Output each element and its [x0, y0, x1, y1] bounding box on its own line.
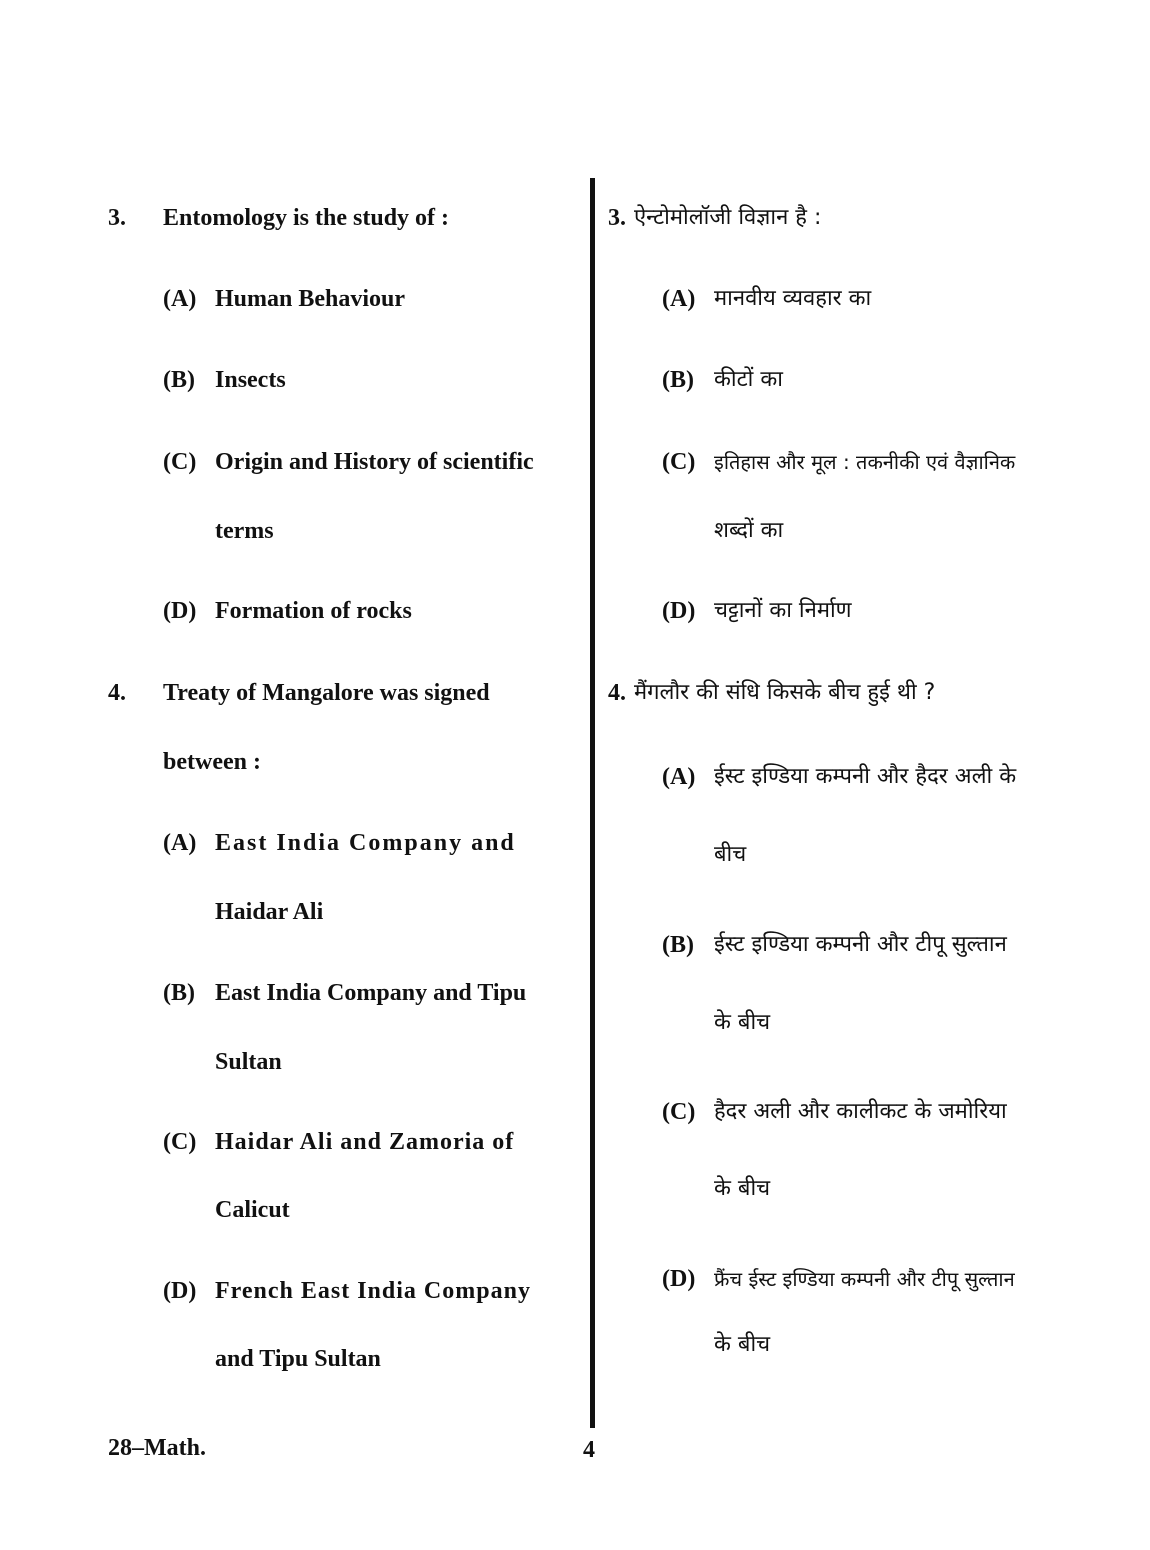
option-label: (B)	[662, 932, 694, 958]
option-text: Insects	[215, 367, 286, 393]
option-text: East India Company and	[215, 830, 516, 856]
option-text-continued: के बीच	[714, 1332, 771, 1357]
option-label: (A)	[163, 830, 197, 856]
option-text: इतिहास और मूल : तकनीकी एवं वैज्ञानिक	[714, 450, 1016, 474]
option-text: Human Behaviour	[215, 286, 406, 312]
column-divider	[590, 178, 595, 1428]
question-number: 3.	[108, 205, 126, 231]
option-text-continued: Haidar Ali	[215, 899, 324, 925]
question-text: ऐन्टोमोलॉजी विज्ञान है :	[634, 205, 822, 230]
option-text-continued: terms	[215, 518, 274, 544]
option-text-continued: and Tipu Sultan	[215, 1346, 381, 1372]
option-text-continued: शब्दों का	[714, 518, 784, 543]
option-text: French East India Company	[215, 1278, 531, 1304]
option-text: ईस्ट इण्डिया कम्पनी और हैदर अली के	[714, 764, 1017, 789]
option-label: (C)	[163, 1129, 197, 1155]
question-text: Treaty of Mangalore was signed	[163, 680, 490, 706]
hindi-column	[598, 0, 1150, 1550]
option-text: मानवीय व्यवहार का	[714, 286, 872, 311]
option-text-continued: बीच	[714, 842, 747, 867]
question-text: मैंगलौर की संधि किसके बीच हुई थी ?	[634, 680, 936, 705]
option-text: फ्रैंच ईस्ट इण्डिया कम्पनी और टीपू सुल्तान	[714, 1267, 1015, 1291]
option-text: Origin and History of scientific	[215, 449, 534, 475]
option-label: (B)	[662, 367, 694, 393]
option-label: (D)	[662, 598, 696, 624]
option-label: (B)	[163, 980, 195, 1006]
option-text: कीटों का	[714, 367, 783, 392]
option-text-continued: Sultan	[215, 1049, 282, 1075]
option-text: हैदर अली और कालीकट के जमोरिया	[714, 1099, 1007, 1124]
option-text-continued: Calicut	[215, 1197, 290, 1223]
option-label: (C)	[662, 449, 696, 475]
option-text: Haidar Ali and Zamoria of	[215, 1129, 515, 1155]
option-text: East India Company and Tipu	[215, 980, 527, 1006]
option-label: (D)	[163, 1278, 197, 1304]
option-label: (D)	[662, 1266, 696, 1292]
page-number: 4	[583, 1437, 595, 1463]
option-label: (C)	[662, 1099, 696, 1125]
paper-code: 28–Math.	[108, 1435, 206, 1461]
question-number: 3.	[608, 205, 626, 231]
option-label: (A)	[662, 764, 696, 790]
question-number: 4.	[108, 680, 126, 706]
question-number: 4.	[608, 680, 626, 706]
question-text: Entomology is the study of :	[163, 205, 450, 231]
option-text: Formation of rocks	[215, 598, 412, 624]
option-label: (B)	[163, 367, 195, 393]
option-label: (A)	[163, 286, 197, 312]
option-text: चट्टानों का निर्माण	[714, 598, 852, 623]
option-label: (D)	[163, 598, 197, 624]
question-text-continued: between :	[163, 749, 261, 775]
option-text-continued: के बीच	[714, 1010, 771, 1035]
option-text: ईस्ट इण्डिया कम्पनी और टीपू सुल्तान	[714, 932, 1007, 957]
option-text-continued: के बीच	[714, 1176, 771, 1201]
option-label: (A)	[662, 286, 696, 312]
option-label: (C)	[163, 449, 197, 475]
